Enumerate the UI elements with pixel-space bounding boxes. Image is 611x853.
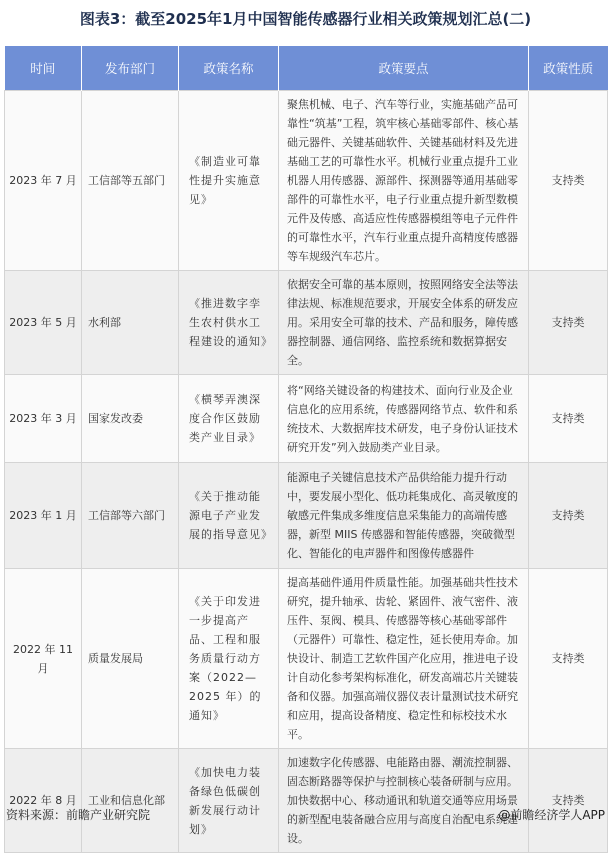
cell-dept: 质量发展局 <box>82 569 179 749</box>
policy-table <box>4 46 608 853</box>
cell-policy-name: 《关于印发进一步提高产品、工程和服务质量行动方案（2022—2025 年）的通知》 <box>179 569 279 749</box>
table-row <box>5 271 608 375</box>
cell-policy-nature: 支持类 <box>529 463 608 569</box>
cell-time: 2023 年 1 月 <box>5 463 82 569</box>
cell-policy-nature: 支持类 <box>529 749 608 853</box>
table-header-row <box>5 46 608 91</box>
cell-dept: 工信部等六部门 <box>82 463 179 569</box>
cell-policy-name: 《关于推动能源电子产业发展的指导意见》 <box>179 463 279 569</box>
table-row <box>5 91 608 271</box>
table-row <box>5 569 608 749</box>
table-row <box>5 375 608 463</box>
cell-policy-nature: 支持类 <box>529 271 608 375</box>
cell-time: 2022 年 8 月 <box>5 749 82 853</box>
cell-policy-points: 聚焦机械、电子、汽车等行业，实施基础产品可靠性“筑基”工程，筑牢核心基础零部件、核心基础元器件、关键基础软件、关键基础材料及先进基础工艺的可靠性水平。机械行业重点提升工业机器人用传感器、源部件、探测器等通用基础零部件的可靠性水平，电子行业重点提升新型数模元件及传感、高适应性传感器模组等电子元件件的可靠性水平，汽车行业重点提升高精度传感器等车规级汽车芯片。 <box>279 91 529 271</box>
cell-policy-name: 《推进数字孪生农村供水工程建设的通知》 <box>179 271 279 375</box>
cell-time: 2022 年 11 月 <box>5 569 82 749</box>
page-title: 图表3：截至2025年1月中国智能传感器行业相关政策规划汇总(二) <box>79 10 532 28</box>
header-policy-nature: 政策性质 <box>529 46 608 91</box>
cell-time: 2023 年 3 月 <box>5 375 82 463</box>
header-policy-name: 政策名称 <box>179 46 279 91</box>
cell-policy-nature: 支持类 <box>529 569 608 749</box>
cell-policy-points: 加速数字化传感器、电能路由器、潮流控制器、固态断路器等保护与控制核心装备研制与应用。加快数据中心、移动通讯和轨道交通等应用场景的新型配电装备融合应用与高度自治配电系统建设。 <box>279 749 529 853</box>
cell-time: 2023 年 7 月 <box>5 91 82 271</box>
header-dept: 发布部门 <box>82 46 179 91</box>
table-row <box>5 463 608 569</box>
footer-source: 资料来源：前瞻产业研究院 <box>6 808 151 822</box>
table-row <box>5 749 608 853</box>
cell-time: 2023 年 5 月 <box>5 271 82 375</box>
cell-dept: 工信部等五部门 <box>82 91 179 271</box>
cell-policy-points: 将“网络关键设备的构建技术、面向行业及企业信息化的应用系统，传感器网络节点、软件和系统技术、大数据库技术研发，电子身份认证技术研究开发”列入鼓励类产业目录。 <box>279 375 529 463</box>
cell-policy-name: 《横琴弄澳深度合作区鼓励类产业目录》 <box>179 375 279 463</box>
cell-policy-points: 依据安全可靠的基本原则，按照网络安全法等法律法规、标准规范要求，开展安全体系的研发应用。采用安全可靠的技术、产品和服务，障传感器控制器、通信网络、监控系统和数据算据安全。 <box>279 271 529 375</box>
cell-policy-name: 《加快电力装备绿色低碳创新发展行动计划》 <box>179 749 279 853</box>
cell-policy-points: 提高基础件通用件质量性能。加强基础共性技术研究，提升轴承、齿轮、紧固件、液气密件、液压件、泵阀、模具、传感器等核心基础零部件（元器件）可靠性、稳定性，延长使用寿命。加快设计、制造工艺软件国产化应用，推进电子设计自动化参考架构标准化，研发高端芯片关键装备和仪器。加强高端仪器仪表计量测试技术研究和应用，提高设备精度、稳定性和标校技术水平。 <box>279 569 529 749</box>
footer-brand: @前瞻经济学人APP <box>498 808 605 822</box>
cell-policy-nature: 支持类 <box>529 91 608 271</box>
cell-policy-points: 能源电子关键信息技术产品供给能力提升行动中，要发展小型化、低功耗集成化、高灵敏度的敏感元件集成多维度信息采集能力的高端传感器，新型 MIIS 传感器和智能传感器，突破微型化、智能化的电声器件和图像传感器件 <box>279 463 529 569</box>
cell-policy-name: 《制造业可靠性提升实施意见》 <box>179 91 279 271</box>
header-policy-points: 政策要点 <box>279 46 529 91</box>
cell-dept: 工业和信息化部 <box>82 749 179 853</box>
header-time: 时间 <box>5 46 82 91</box>
cell-dept: 水利部 <box>82 271 179 375</box>
cell-policy-nature: 支持类 <box>529 375 608 463</box>
cell-dept: 国家发改委 <box>82 375 179 463</box>
